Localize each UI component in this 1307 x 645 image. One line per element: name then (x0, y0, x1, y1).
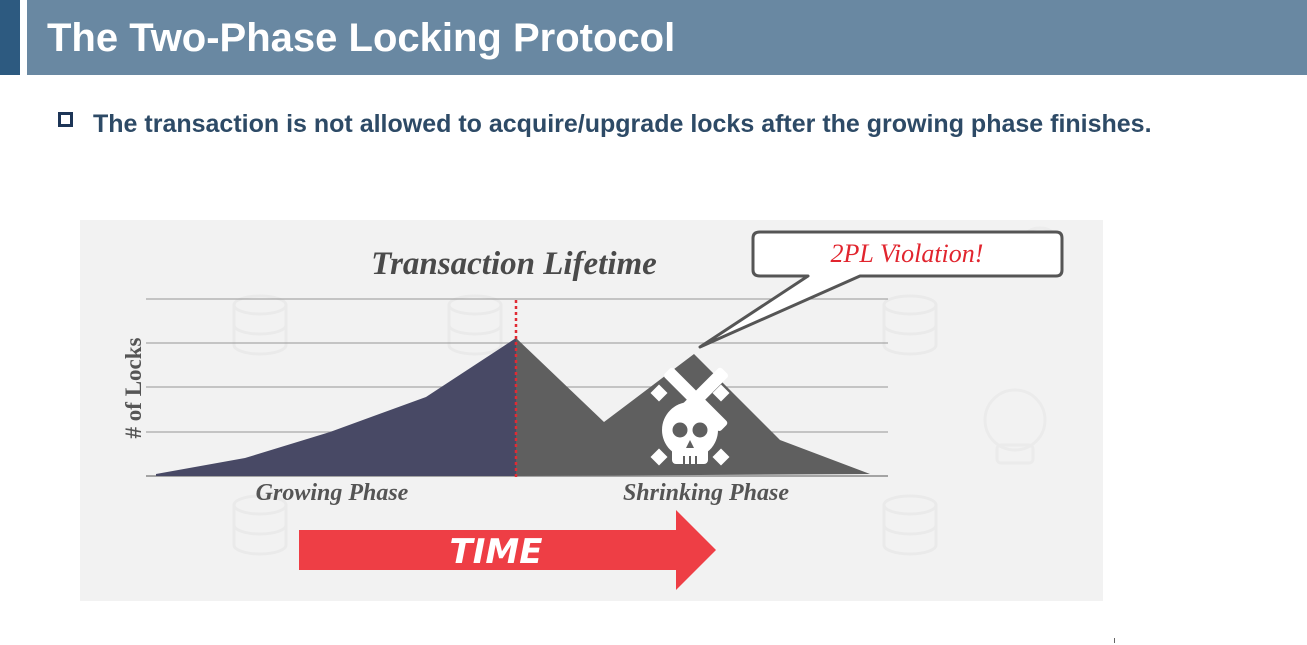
diagram-title: Transaction Lifetime (371, 246, 657, 282)
database-icon (449, 296, 501, 354)
diagram-canvas (80, 220, 1103, 601)
two-phase-locking-diagram (80, 220, 1103, 601)
title-accent-bar (0, 0, 20, 75)
skull-watermark-icon (985, 390, 1045, 463)
title-bar (27, 0, 1307, 75)
square-bullet-icon (58, 112, 73, 127)
time-arrow-label: TIME (449, 532, 543, 572)
database-icon (234, 296, 286, 354)
growing-phase-area (156, 338, 516, 476)
page-marker (1114, 638, 1115, 643)
slide-title: The Two-Phase Locking Protocol (47, 16, 676, 60)
violation-callout (700, 232, 1062, 347)
callout-text: 2PL Violation! (830, 239, 984, 268)
database-icon (884, 496, 936, 554)
growing-phase-label: Growing Phase (255, 480, 409, 506)
y-axis-label: # of Locks (121, 337, 146, 439)
shrinking-phase-label: Shrinking Phase (622, 480, 790, 506)
bullet-text: The transaction is not allowed to acquire/upgrade locks after the growing phase finishes. (93, 110, 1152, 138)
database-icon (884, 296, 936, 354)
